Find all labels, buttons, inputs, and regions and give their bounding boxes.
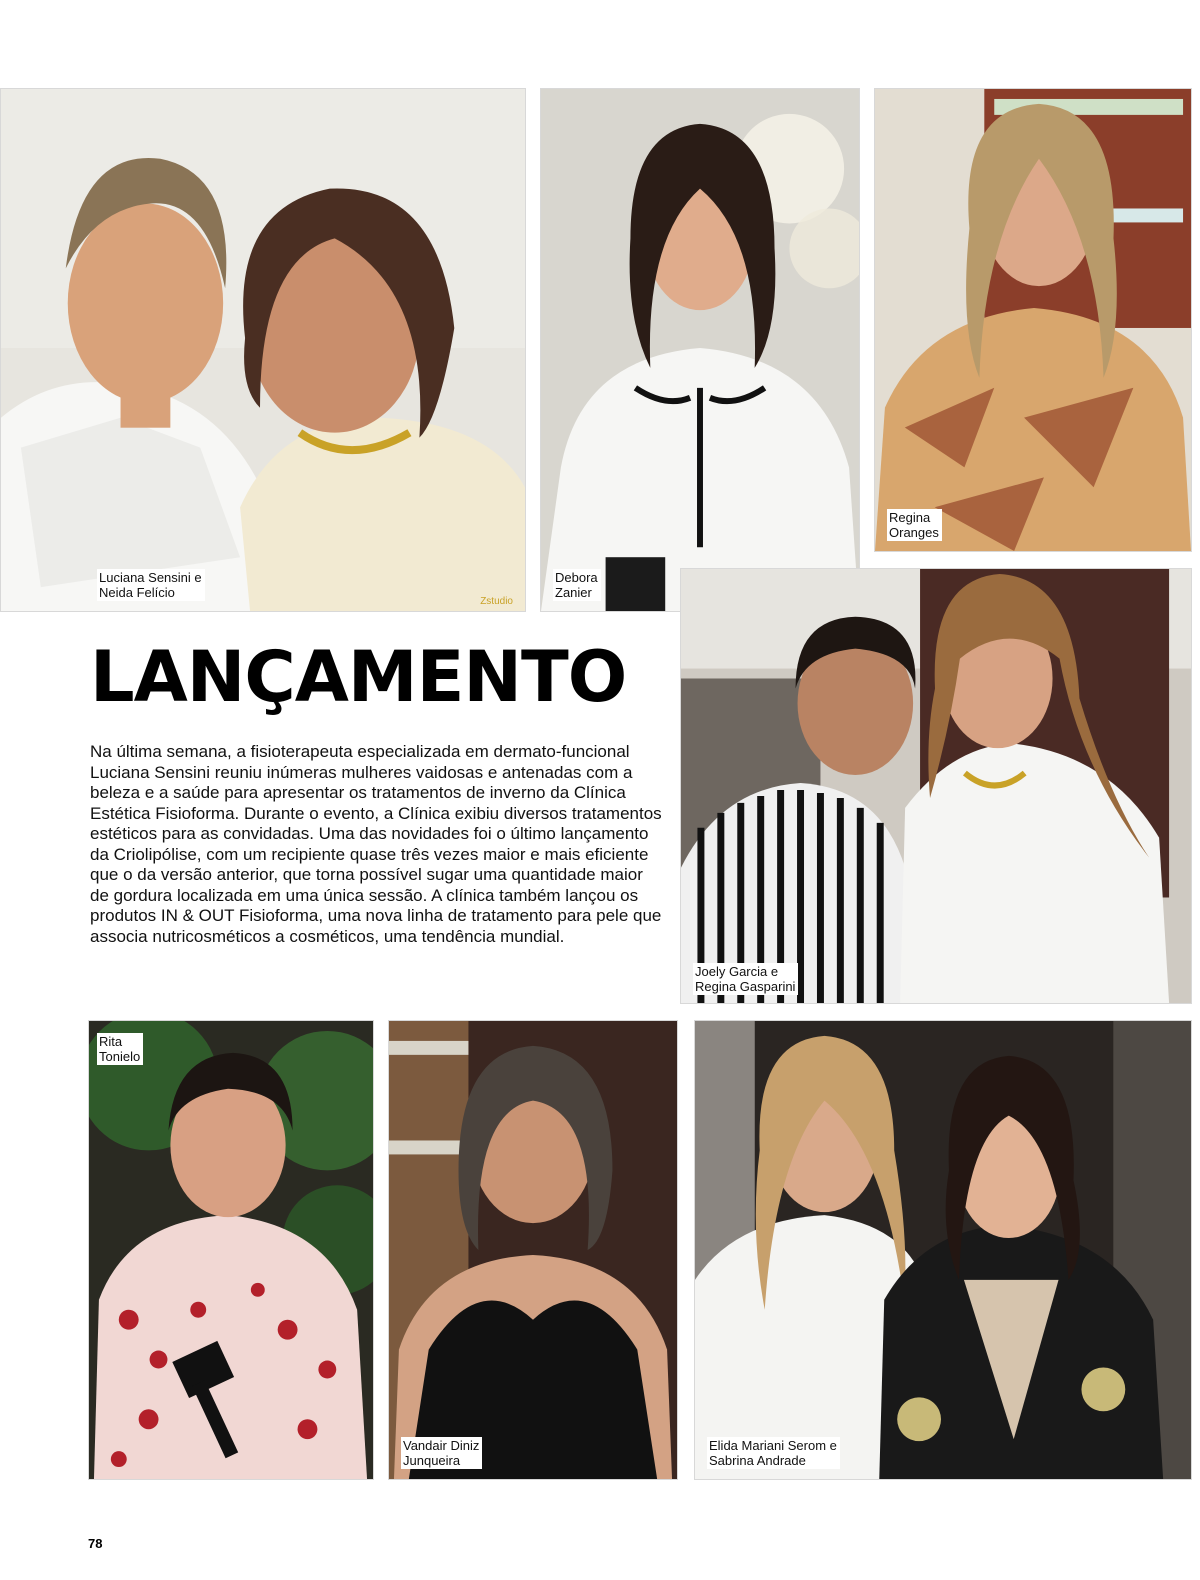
caption-vandair	[401, 1437, 482, 1469]
caption-luciana-neida	[97, 569, 205, 601]
photo-elida-sabrina	[694, 1020, 1192, 1480]
photo-joely-regina	[680, 568, 1192, 1004]
caption-line: Luciana Sensini e	[99, 570, 202, 585]
page-number: 78	[88, 1536, 103, 1551]
caption-line: Zanier	[555, 585, 592, 600]
caption-line: Elida Mariani Serom e	[709, 1438, 837, 1453]
article-body: Na última semana, a fisioterapeuta especializada em dermato-funcional Luciana Sensini reuniu inúmeras mulheres vaidosas e antenadas com a beleza e a saúde para apresentar os tratamentos de inverno da Clínica Estética Fisioforma. Durante o evento, a Clínica exibiu diversos tratamentos estéticos para as convidadas. Uma das novidades foi o último lançamento da Criolipólise, com um recipiente quase três vezes maior e mais eficiente que o da versão anterior, que torna possível sugar uma quantidade maior de gordura localizada em uma única sessão. A clínica também lançou os produtos IN & OUT Fisioforma, uma nova linha de tratamento para pele que associa nutricosméticos a cosméticos, uma tendência mundial.	[90, 742, 662, 946]
photo-rita-image	[89, 1021, 373, 1479]
caption-line: Joely Garcia e	[695, 964, 779, 979]
photo-debora-image	[541, 89, 859, 611]
photo-regina-oranges-image	[875, 89, 1191, 551]
caption-line: Oranges	[889, 525, 939, 540]
caption-line: Tonielo	[99, 1049, 141, 1064]
photo-regina-oranges	[874, 88, 1192, 552]
caption-line: Debora	[555, 570, 598, 585]
caption-rita	[97, 1033, 143, 1065]
caption-regina-oranges	[887, 509, 942, 541]
caption-line: Regina Gasparini	[695, 979, 796, 994]
photo-credit: Zstudio	[480, 596, 513, 607]
caption-line: Junqueira	[403, 1453, 461, 1468]
photo-vandair	[388, 1020, 678, 1480]
photo-debora	[540, 88, 860, 612]
photo-luciana-neida-image	[1, 89, 525, 611]
photo-luciana-neida	[0, 88, 526, 612]
photo-rita	[88, 1020, 374, 1480]
caption-debora	[553, 569, 601, 601]
article-headline: LANÇAMENTO	[90, 636, 627, 718]
caption-line: Vandair Diniz	[403, 1438, 480, 1453]
caption-elida-sabrina	[707, 1437, 840, 1469]
caption-line: Rita	[99, 1034, 123, 1049]
caption-line: Sabrina Andrade	[709, 1453, 806, 1468]
caption-joely-regina	[693, 963, 798, 995]
caption-line: Neida Felício	[99, 585, 175, 600]
photo-vandair-image	[389, 1021, 677, 1479]
caption-line: Regina	[889, 510, 931, 525]
photo-elida-sabrina-image	[695, 1021, 1191, 1479]
photo-joely-regina-image	[681, 569, 1191, 1003]
